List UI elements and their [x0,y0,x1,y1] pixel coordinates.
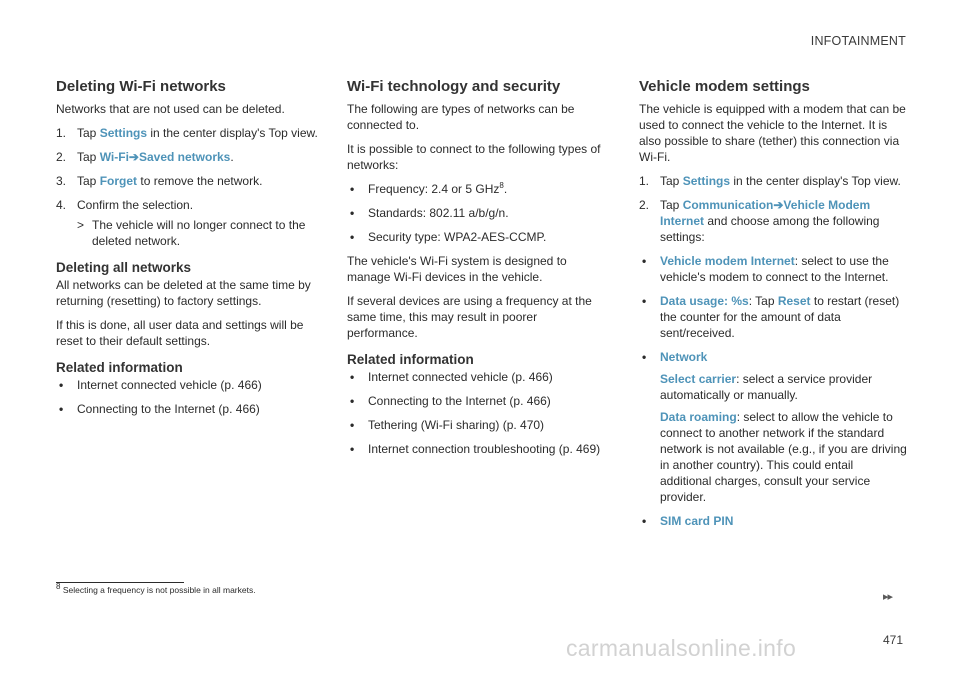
paragraph: If this is done, all user data and settings will be reset to their default settings. [56,318,304,348]
bullet-icon: • [350,394,355,408]
bullet-icon: • [642,350,647,364]
related-info-heading: Related information [56,360,183,375]
step-4: 4. Confirm the selection. > The vehicle will no longer connect to the deleted network. [56,197,320,249]
list-item: • Vehicle modem Internet: select to use the vehicle's modem to connect to the Internet. [639,253,907,285]
sim-card-pin-option[interactable]: SIM card PIN [660,514,734,528]
intro-text: The following are types of networks can be connected to. [347,102,575,132]
vehicle-modem-internet-option[interactable]: Vehicle modem Internet [660,254,795,268]
subheading-deleting-all: Deleting all networks [56,260,192,275]
bullet-icon: • [642,294,647,308]
settings-link[interactable]: Settings [682,174,731,188]
forget-link[interactable]: Forget [99,174,138,188]
bullet-icon: • [59,378,64,392]
footnote-divider [56,582,184,583]
intro-text: Networks that are not used can be deleted. [56,102,285,116]
bullet-icon: • [59,402,64,416]
paragraph: If several devices are using a frequency at the same time, this may result in poorer performance. [347,294,592,340]
reset-link[interactable]: Reset [777,294,811,308]
section-heading-vehicle-modem: Vehicle modem settings [639,78,810,95]
vehicle-modem-internet-link[interactable]: Vehicle Modem Internet [660,198,871,228]
step-result: > The vehicle will no longer connect to the deleted network. [77,218,306,248]
intro-text: The vehicle is equipped with a modem that can be used to connect the vehicle to the Internet. It is also possible to share (tether) this connection via Wi-Fi. [639,102,906,164]
paragraph: The vehicle's Wi-Fi system is designed to manage Wi-Fi devices in the vehicle. [347,254,567,284]
related-link[interactable]: • Connecting to the Internet (p. 466) [347,393,611,409]
arrow-right-icon: ➔ [773,198,784,212]
section-heading-wifi-tech: Wi-Fi technology and security [347,78,561,95]
paragraph: It is possible to connect to the following types of networks: [347,142,601,172]
data-roaming-option[interactable]: Data roaming [660,410,737,424]
section-heading-deleting-wifi: Deleting Wi-Fi networks [56,78,226,95]
step-3: 3. Tap Forget to remove the network. [56,174,263,188]
related-link[interactable]: • Internet connected vehicle (p. 466) [56,377,320,393]
list-item: • Data usage: %s: Tap Reset to restart (reset) the counter for the amount of data sent/received. [639,293,907,341]
network-option[interactable]: Network [660,350,708,364]
running-header: INFOTAINMENT [810,34,906,48]
step-2: 2. Tap Communication➔Vehicle Modem Internet and choose among the following settings: [639,198,880,244]
communication-link[interactable]: Communication [682,198,774,212]
page-number: 471 [883,633,904,647]
bullet-icon: • [642,254,647,268]
bullet-icon: • [642,514,647,528]
step-1: 1. Tap Settings in the center display's Top view. [56,126,318,140]
bullet-icon: • [350,230,355,244]
sub-option: Select carrier: select a service provider automatically or manually. [660,372,873,402]
step-1: 1. Tap Settings in the center display's Top view. [639,174,901,188]
list-item: • Security type: WPA2-AES-CCMP. [347,229,611,245]
paragraph: All networks can be deleted at the same time by returning (resetting) to factory settings. [56,278,311,308]
arrow-right-icon: ➔ [128,150,139,164]
bullet-icon: • [350,370,355,384]
column-deleting-wifi [56,77,320,425]
data-usage-option[interactable]: Data usage: %s [660,294,749,308]
saved-networks-link[interactable]: Saved networks [138,150,231,164]
column-vehicle-modem [639,77,907,537]
next-page-icon[interactable]: ▸▸ [883,591,893,603]
bullet-icon: • [350,442,355,456]
list-item [639,349,907,505]
related-link[interactable]: • Internet connected vehicle (p. 466) [347,369,611,385]
footnote: $^8$ Selecting a frequency is not possible in all markets. [56,582,256,595]
related-info-heading: Related information [347,352,474,367]
column-wifi-technology [347,77,611,465]
related-link[interactable]: • Connecting to the Internet (p. 466) [56,401,320,417]
list-item: • Frequency: 2.4 or 5 GHz$^8$. [347,181,611,197]
watermark: carmanualsonline.info [566,635,797,661]
list-item: • Standards: 802.11 a/b/g/n. [347,205,611,221]
related-link[interactable]: • Tethering (Wi-Fi sharing) (p. 470) [347,417,611,433]
settings-link[interactable]: Settings [99,126,148,140]
bullet-icon: • [350,418,355,432]
select-carrier-option[interactable]: Select carrier [660,372,737,386]
related-link[interactable]: • Internet connection troubleshooting (p. 469) [347,441,611,457]
step-2: 2. Tap Wi-Fi➔Saved networks. [56,150,234,164]
bullet-icon: • [350,182,355,196]
bullet-icon: • [350,206,355,220]
footnote-ref[interactable]: 8 [499,181,504,190]
sub-option: Data roaming: select to allow the vehicle to connect to another network if the standard network is not available (e.g., if you are driving in another country). This could entail additional charges, consult your service provider. [660,410,907,504]
wifi-link[interactable]: Wi-Fi [99,150,129,164]
list-item [639,513,907,529]
